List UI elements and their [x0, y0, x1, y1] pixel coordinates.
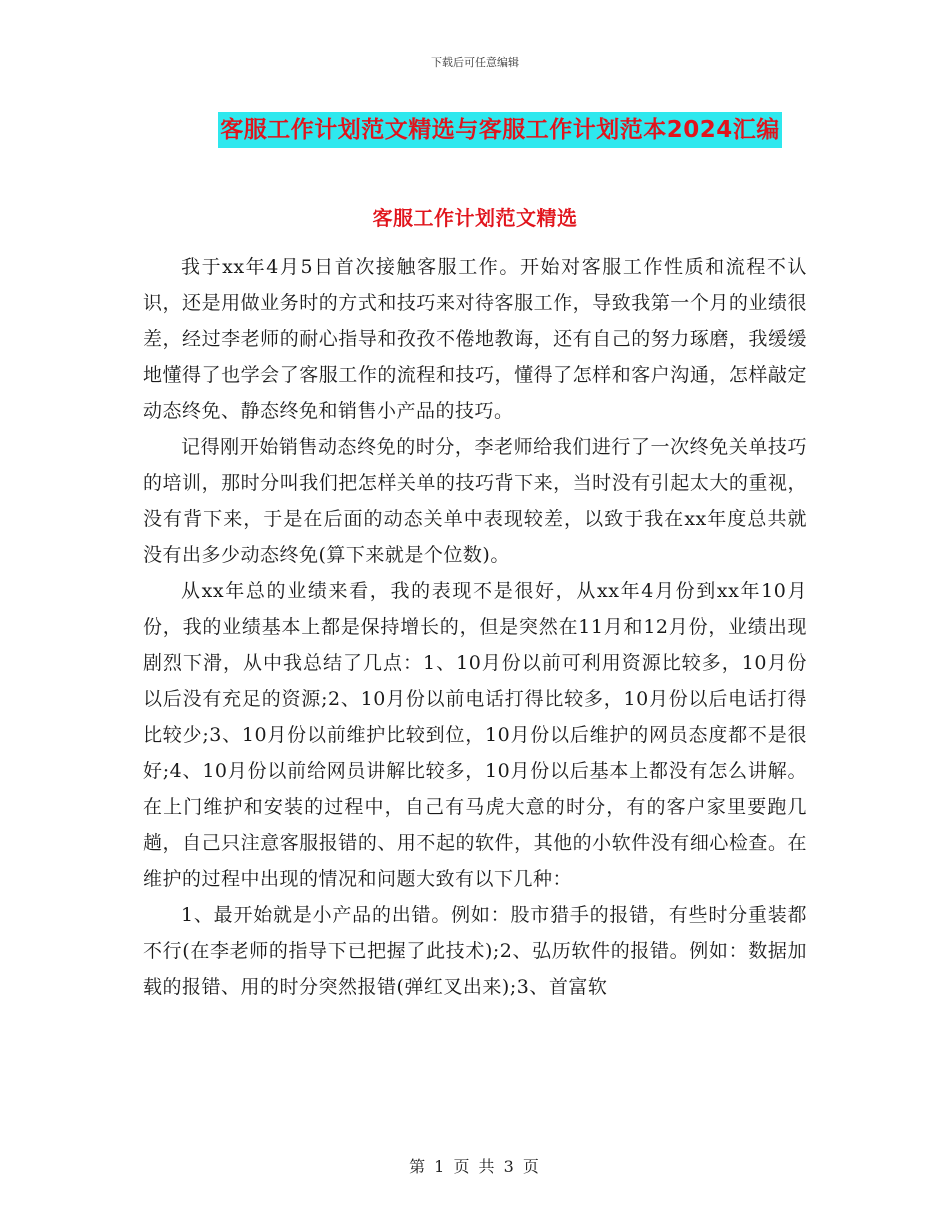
paragraph-4: 1、最开始就是小产品的出错。例如：股市猎手的报错，有些时分重装都不行(在李老师的指导下已把握了此技术);2、弘历软件的报错。例如：数据加载的报错、用的时分突然报错(弹红叉出来);3、首富软: [143, 904, 807, 998]
body-text: [143, 249, 807, 1005]
paragraph-3: 从xx年总的业绩来看，我的表现不是很好，从xx年4月份到xx年10月份，我的业绩基本上都是保持增长的，但是突然在11月和12月份，业绩出现剧烈下滑，从中我总结了几点：1、10月份以前可利用资源比较多，10月份以后没有充足的资源;2、10月份以前电话打得比较多，10月份以后电话打得比较少;3、10月份以前维护比较到位，10月份以后维护的网员态度都不是很好;4、10月份以前给网员讲解比较多，10月份以后基本上都没有怎么讲解。在上门维护和安装的过程中，自己有马虎大意的时分，有的客户家里要跑几趟，自己只注意客服报错的、用不起的软件，其他的小软件没有细心检查。在维护的过程中出现的情况和问题大致有以下几种：: [143, 580, 807, 890]
paragraph-2: 记得刚开始销售动态终免的时分，李老师给我们进行了一次终免关单技巧的培训，那时分叫我们把怎样关单的技巧背下来，当时没有引起太大的重视，没有背下来，于是在后面的动态关单中表现较差，以致于我在xx年度总共就没有出多少动态终免(算下来就是个位数)。: [143, 436, 807, 566]
section-title: 客服工作计划范文精选: [372, 206, 578, 230]
document-title-text: 客服工作计划范文精选与客服工作计划范本2024汇编: [218, 112, 782, 148]
page-footer: 第 1 页 共 3 页: [409, 1157, 541, 1176]
paragraph-1: 我于xx年4月5日首次接触客服工作。开始对客服工作性质和流程不认识，还是用做业务时的方式和技巧来对待客服工作，导致我第一个月的业绩很差，经过李老师的耐心指导和孜孜不倦地教诲，还有自己的努力琢磨，我缓缓地懂得了也学会了客服工作的流程和技巧，懂得了怎样和客户沟通，怎样敲定动态终免、静态终免和销售小产品的技巧。: [143, 256, 807, 422]
document-title: [0, 112, 950, 148]
header-note: 下载后可任意编辑: [431, 56, 519, 69]
